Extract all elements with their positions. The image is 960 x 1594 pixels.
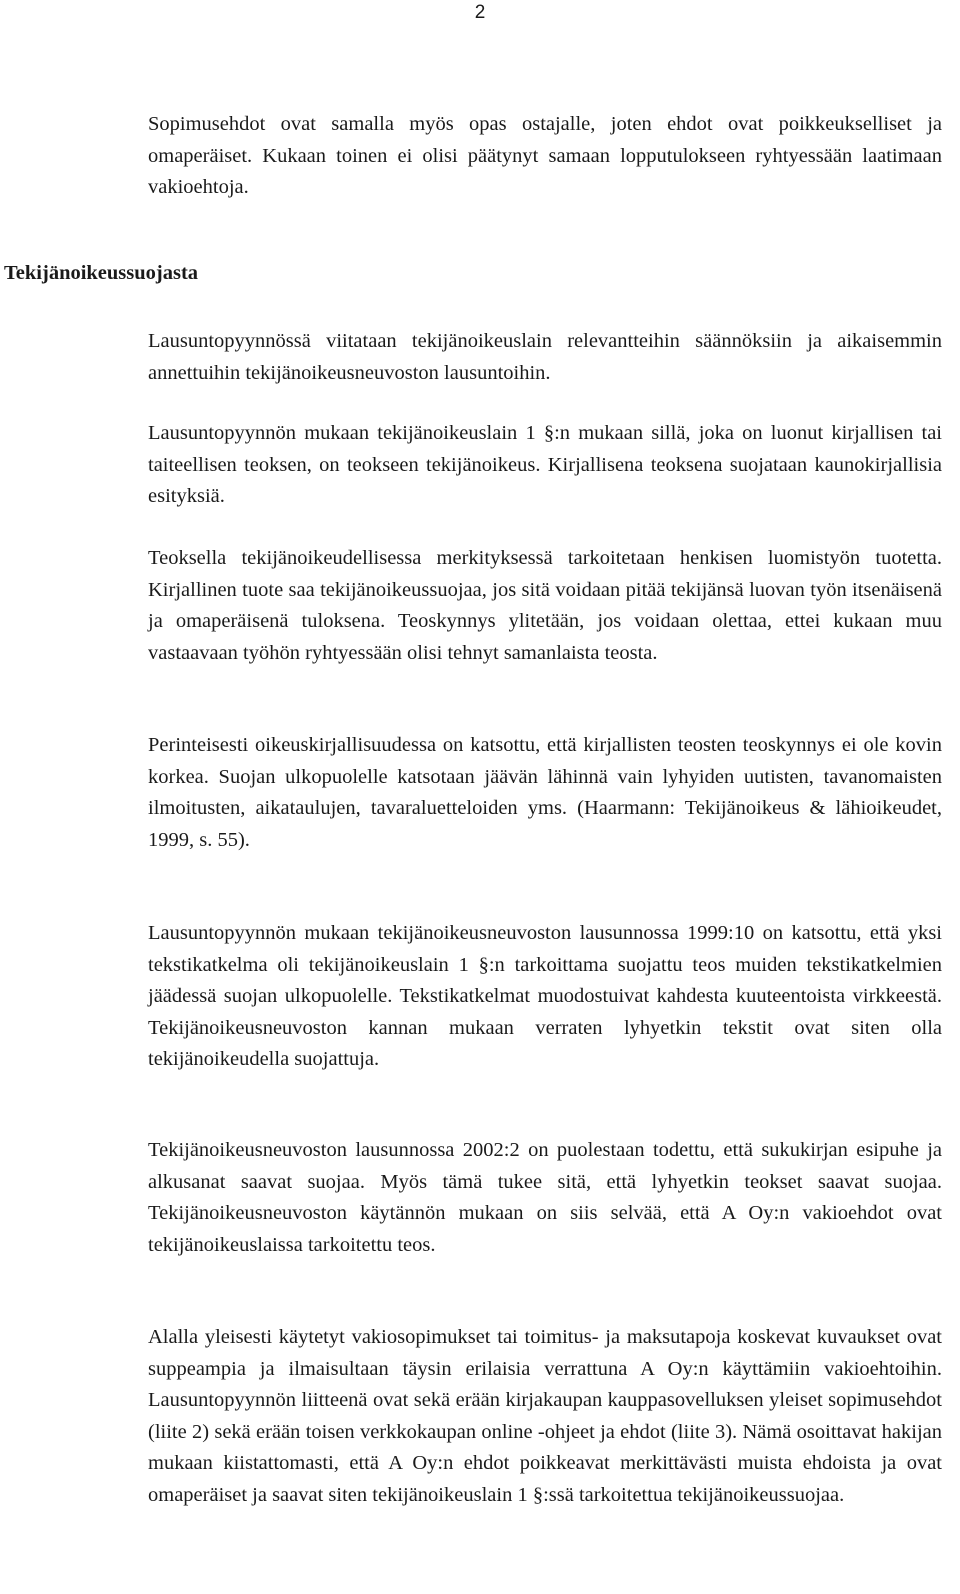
section-heading: Tekijänoikeussuojasta [4,262,199,284]
body-paragraph: Teoksella tekijänoikeudellisessa merkityksessä tarkoitetaan henkisen luomistyön tuotetta. Kirjallinen tuote saa tekijänoikeussuojaa, jos sitä voidaan pitää tekijänsä luovan työn itsenäisenä ja omaperäisenä tuloksena. Teoskynnys ylitetään, jos voidaan olettaa, ettei kukaan muu vastaavaan työhön ryhtyessään olisi tehnyt samanlaista teosta. [148,547,942,664]
body-paragraph: Perinteisesti oikeuskirjallisuudessa on katsottu, että kirjallisten teosten teoskynnys ei ole kovin korkea. Suojan ulkopuolelle katsotaan jäävän lähinnä vain lyhyiden uutisten, tavanomaisten ilmoitusten, aikataulujen, tavaraluetteloiden yms. (Haarmann: Tekijänoikeus & lähioikeudet, 1999, s. 55). [148,734,942,851]
intro-paragraph: Sopimusehdot ovat samalla myös opas ostajalle, joten ehdot ovat poikkeukselliset ja omaperäiset. Kukaan toinen ei olisi päätynyt samaan lopputulokseen ryhtyessään laatimaan vakioehtoja. [148,113,942,198]
body-paragraph: Alalla yleisesti käytetyt vakiosopimukset tai toimitus- ja maksutapoja koskevat kuvaukset ovat suppeampia ja ilmaisultaan täysin erilaisia verrattuna A Oy:n käyttämiin vakioehtoihin. Lausuntopyynnön liitteenä ovat sekä erään kirjakaupan kauppasovelluksen yleiset sopimusehdot (liite 2) sekä erään toisen verkkokaupan online -ohjeet ja ehdot (liite 3). Nämä osoittavat hakijan mukaan kiistattomasti, että A Oy:n ehdot poikkeavat merkittävästi muista ehdoista ja ovat omaperäiset ja saavat siten tekijänoikeuslain 1 §:ssä tarkoitettua tekijänoikeussuojaa. [148,1326,942,1506]
body-paragraph: Lausuntopyynnön mukaan tekijänoikeusneuvoston lausunnossa 1999:10 on katsottu, että yksi tekstikatkelma oli tekijänoikeuslain 1 §:n tarkoittama suojattu teos muiden tekstikatkelmien jäädessä suojan ulkopuolelle. Tekstikatkelmat muodostuivat kahdesta kuuteentoista virkkeestä. Tekijänoikeusneuvoston kannan mukaan verraten lyhyetkin tekstit ovat siten olla tekijänoikeudella suojattuja. [148,922,942,1070]
body-paragraph: Tekijänoikeusneuvoston lausunnossa 2002:2 on puolestaan todettu, että sukukirjan esipuhe ja alkusanat saavat suojaa. Myös tämä tukee sitä, että lyhyetkin teokset saavat suojaa. Tekijänoikeusneuvoston käytännön mukaan on siis selvää, että A Oy:n vakioehdot ovat tekijänoikeuslaissa tarkoitettu teos. [148,1139,942,1256]
page-number: 2 [474,2,486,23]
body-paragraph: Lausuntopyynnön mukaan tekijänoikeuslain 1 §:n mukaan sillä, joka on luonut kirjallisen tai taiteellisen teoksen, on teokseen tekijänoikeus. Kirjallisena teoksena suojataan kaunokirjallisia esityksiä. [148,422,942,507]
body-paragraph: Lausuntopyynnössä viitataan tekijänoikeuslain relevantteihin säännöksiin ja aikaisemmin annettuihin tekijänoikeusneuvoston lausuntoihin. [148,330,942,384]
